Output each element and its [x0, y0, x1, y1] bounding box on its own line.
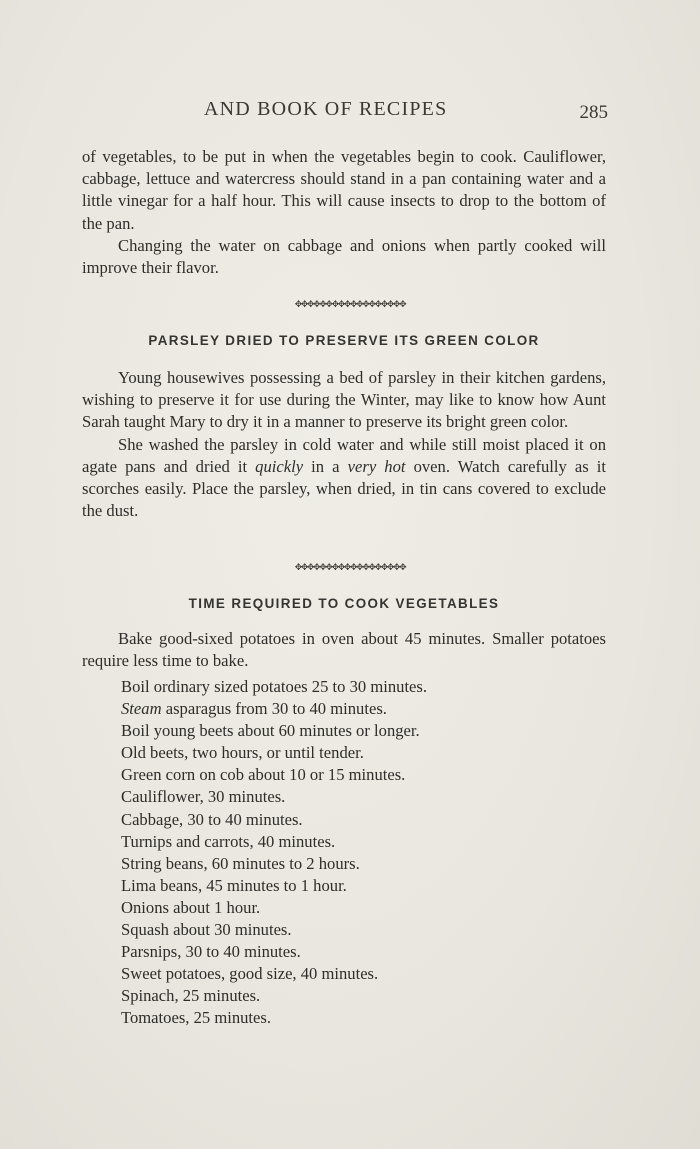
parsley-text [82, 367, 606, 522]
list-item: Lima beans, 45 minutes to 1 hour. [121, 875, 347, 895]
list-item: Cauliflower, 30 minutes. [121, 787, 286, 807]
section-heading-parsley: PARSLEY DRIED TO PRESERVE ITS GREEN COLOR [148, 333, 540, 348]
list-item: Boil young beets about 60 minutes or longer. [121, 721, 420, 741]
list-item: Boil ordinary sized potatoes 25 to 30 minutes. [121, 677, 428, 696]
list-item: Sweet potatoes, good size, 40 minutes. [121, 964, 379, 984]
list-item: Parsnips, 30 to 40 minutes. [121, 942, 301, 962]
list-item: Turnips and carrots, 40 minutes. [121, 831, 336, 851]
running-head: AND BOOK OF RECIPES [204, 98, 448, 120]
list-item: String beans, 60 minutes to 2 hours. [121, 853, 360, 873]
list-item: Old beets, two hours, or until tender. [121, 743, 364, 763]
text-run: in a [303, 456, 348, 476]
parsley-paragraph: Young housewives possessing a bed of parsley in their kitchen gardens, wishing to preserve it for use during the Winter, may like to know how Aunt Sarah taught Mary to dry it in a manner to preserve its bright green color. [82, 368, 606, 432]
list-item: Spinach, 25 minutes. [121, 986, 261, 1006]
page-header [84, 98, 608, 128]
list-item: Cabbage, 30 to 40 minutes. [121, 809, 303, 829]
emphasis-very-hot: very hot [347, 456, 406, 476]
intro-paragraph: Changing the water on cabbage and onions when partly cooked will improve their flavor. [82, 235, 606, 278]
parsley-paragraph [82, 434, 606, 523]
time-lead-text [82, 628, 606, 672]
list-item [121, 698, 427, 720]
ornament-divider: ✥✥✥✥✥✥✥✥✥✥✥✥✥✥✥✥✥✥ [294, 563, 406, 573]
intro-paragraph: of vegetables, to be put in when the vegetables begin to cook. Cauliflower, cabbage, lettuce and watercress should stand in a pan containing water and a little vinegar for a half hour. This will cause insects to drop to the bottom of the pan. [82, 147, 606, 233]
intro-text [82, 146, 606, 279]
text-run: She washed the parsley in cold water and while still moist placed it on agate pans and dried it [82, 434, 606, 476]
ornament-divider: ✥✥✥✥✥✥✥✥✥✥✥✥✥✥✥✥✥✥ [294, 300, 406, 310]
time-lead-paragraph: Bake good-sixed potatoes in oven about 45 minutes. Smaller potatoes require less time to bake. [82, 629, 606, 671]
page-number: 285 [579, 102, 608, 123]
list-item: Onions about 1 hour. [121, 897, 261, 917]
emphasis-quickly: quickly [255, 456, 304, 476]
section-heading-time: TIME REQUIRED TO COOK VEGETABLES [188, 596, 500, 611]
list-item: Green corn on cob about 10 or 15 minutes. [121, 765, 406, 785]
emphasis-steam: Steam [121, 699, 162, 719]
list-item-text: asparagus from 30 to 40 minutes. [165, 699, 387, 719]
list-item: Tomatoes, 25 minutes. [121, 1008, 272, 1028]
text-run: oven. Watch carefully as it scorches easily. Place the parsley, when dried, in tin cans covered to exclude the dust. [82, 456, 607, 521]
list-item: Squash about 30 minutes. [121, 920, 292, 940]
cooking-times-list [121, 676, 427, 1030]
